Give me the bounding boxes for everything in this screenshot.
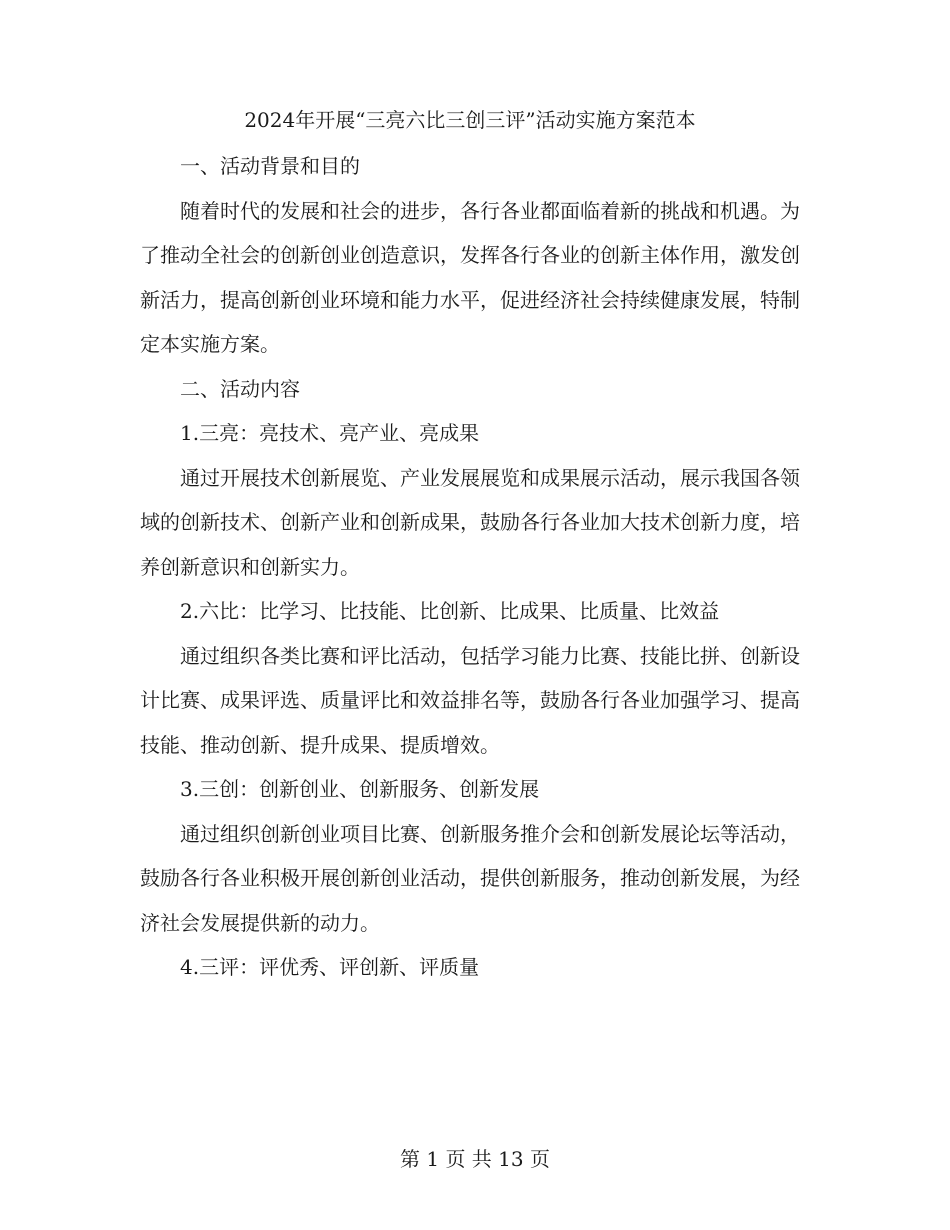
subheading-san-chuang: 3.三创：创新创业、创新服务、创新发展 (180, 777, 540, 801)
page-number-footer: 第 1 页 共 13 页 (400, 1147, 550, 1171)
paragraph-liu-bi: 通过组织各类比赛和评比活动，包括学习能力比赛、技能比拼、创新设计比赛、成果评选、质量评比和效益排名等，鼓励各行各业加强学习、提高技能、推动创新、提升成果、提质增效。 (140, 643, 800, 757)
document-title: 2024年开展“三亮六比三创三评”活动实施方案范本 (244, 108, 696, 132)
subheading-san-ping: 4.三评：评优秀、评创新、评质量 (180, 955, 480, 979)
paragraph-san-chuang: 通过组织创新创业项目比赛、创新服务推介会和创新发展论坛等活动，鼓励各行各业积极开展创新创业活动，提供创新服务，推动创新发展，为经济社会发展提供新的动力。 (140, 821, 800, 935)
paragraph-san-liang: 通过开展技术创新展览、产业发展展览和成果展示活动，展示我国各领域的创新技术、创新产业和创新成果，鼓励各行各业加大技术创新力度，培养创新意识和创新实力。 (140, 465, 800, 579)
subheading-liu-bi: 2.六比：比学习、比技能、比创新、比成果、比质量、比效益 (180, 599, 720, 623)
section-heading-content: 二、活动内容 (180, 376, 300, 401)
section-heading-background: 一、活动背景和目的 (180, 154, 360, 178)
subheading-san-liang: 1.三亮：亮技术、亮产业、亮成果 (180, 421, 480, 445)
document-body (140, 98, 800, 990)
paragraph-background: 随着时代的发展和社会的进步，各行各业都面临着新的挑战和机遇。为了推动全社会的创新创业创造意识，发挥各行各业的创新主体作用，激发创新活力，提高创新创业环境和能力水平，促进经济社会持续健康发展，特制定本实施方案。 (140, 198, 800, 356)
